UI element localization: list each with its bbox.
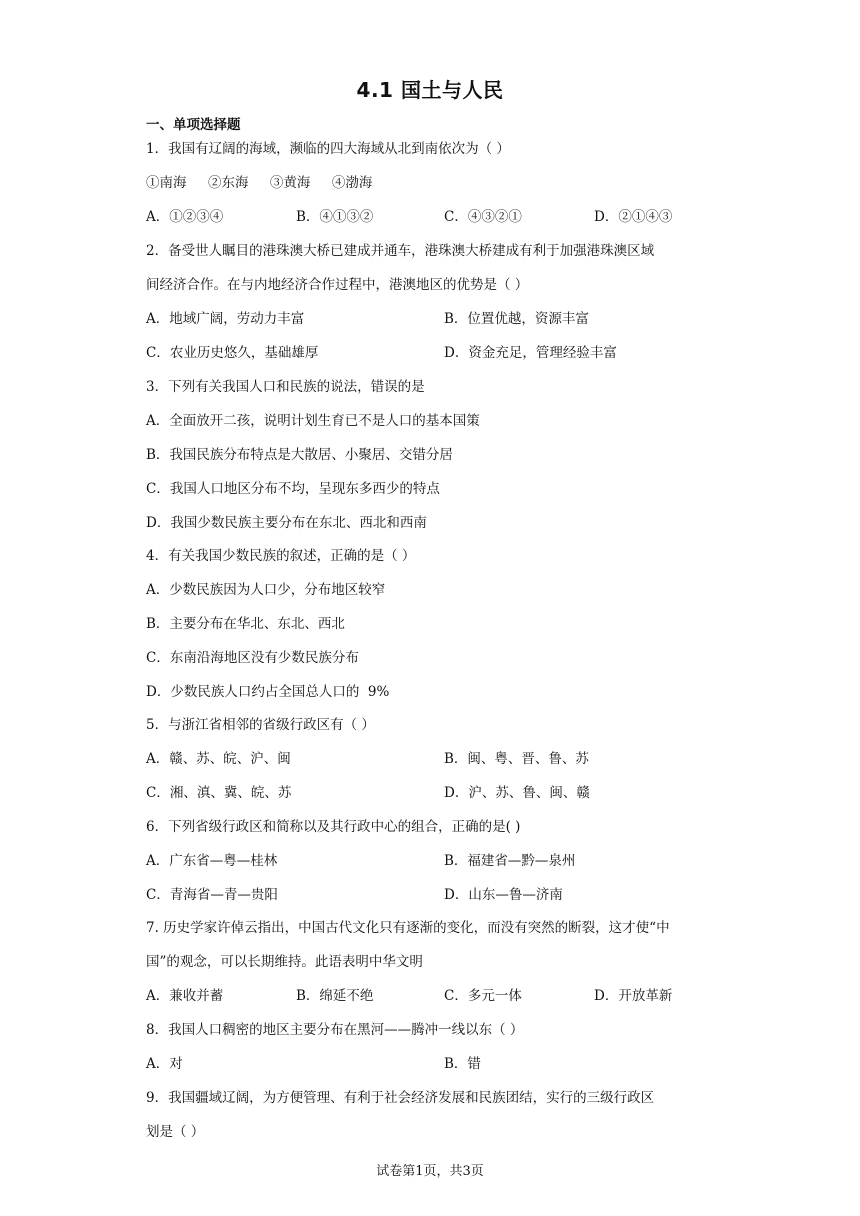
question-3-option-c[interactable]: C．我国人口地区分布不均，呈现东多西少的特点 <box>146 481 440 497</box>
question-7-option-b[interactable]: B．绵延不绝 <box>296 988 374 1004</box>
question-2-stem-line2: 间经济合作。在与内地经济合作过程中，港澳地区的优势是（ ） <box>146 277 529 293</box>
question-4-stem: 4．有关我国少数民族的叙述，正确的是（ ） <box>146 548 416 564</box>
question-3-option-a[interactable]: A．全面放开二孩，说明计划生育已不是人口的基本国策 <box>146 413 480 429</box>
question-4-option-d[interactable]: D．少数民族人口约占全国总人口的 9% <box>146 684 390 700</box>
question-5-option-b[interactable]: B．闽、粤、晋、鲁、苏 <box>444 751 589 767</box>
question-2-option-b[interactable]: B．位置优越，资源丰富 <box>444 311 589 327</box>
question-4-option-a[interactable]: A．少数民族因为人口少，分布地区较窄 <box>146 582 386 598</box>
question-5-option-c[interactable]: C．湘、滇、冀、皖、苏 <box>146 785 292 801</box>
question-6-option-a[interactable]: A．广东省—粤—桂林 <box>146 853 278 869</box>
question-6-option-d[interactable]: D．山东—鲁—济南 <box>444 887 563 903</box>
question-1-option-c[interactable]: C．④③②① <box>444 209 522 225</box>
question-6-option-b[interactable]: B．福建省—黔—泉州 <box>444 853 576 869</box>
section-heading: 一、单项选择题 <box>146 117 241 133</box>
question-3-option-b[interactable]: B．我国民族分布特点是大散居、小聚居、交错分居 <box>146 447 453 463</box>
question-2-option-c[interactable]: C．农业历史悠久，基础雄厚 <box>146 345 319 361</box>
question-5-option-d[interactable]: D．沪、苏、鲁、闽、赣 <box>444 785 590 801</box>
question-7-option-a[interactable]: A．兼收并蓄 <box>146 988 224 1004</box>
question-7-option-c[interactable]: C．多元一体 <box>444 988 522 1004</box>
question-5-stem: 5．与浙江省相邻的省级行政区有（ ） <box>146 717 375 733</box>
question-4-option-c[interactable]: C．东南沿海地区没有少数民族分布 <box>146 650 359 666</box>
question-1-option-d[interactable]: D．②①④③ <box>594 209 673 225</box>
question-2-option-d[interactable]: D．资金充足，管理经验丰富 <box>444 345 617 361</box>
question-7-option-d[interactable]: D．开放革新 <box>594 988 673 1004</box>
question-2-option-a[interactable]: A．地域广阔，劳动力丰富 <box>146 311 305 327</box>
question-1-option-b[interactable]: B．④①③② <box>296 209 374 225</box>
question-4-option-b[interactable]: B．主要分布在华北、东北、西北 <box>146 616 345 632</box>
question-1-option-a[interactable]: A．①②③④ <box>146 209 224 225</box>
question-6-stem: 6．下列省级行政区和简称以及其行政中心的组合，正确的是( ) <box>146 819 521 835</box>
question-3-stem: 3．下列有关我国人口和民族的说法，错误的是 <box>146 379 425 395</box>
question-2-stem-line1: 2．备受世人瞩目的港珠澳大桥已建成并通车，港珠澳大桥建成有利于加强港珠澳区域 <box>146 243 655 259</box>
question-7-stem-line1: 7. 历史学家许倬云指出，中国古代文化只有逐渐的变化，而没有突然的断裂，这才使“中 <box>146 920 670 936</box>
question-5-option-a[interactable]: A．赣、苏、皖、沪、闽 <box>146 751 291 767</box>
question-1-items: ①南海 ②东海 ③黄海 ④渤海 <box>146 175 373 191</box>
page-footer: 试卷第1页，共3页 <box>376 1164 484 1179</box>
question-9-stem-line1: 9．我国疆域辽阔，为方便管理、有利于社会经济发展和民族团结，实行的三级行政区 <box>146 1090 655 1106</box>
question-3-option-d[interactable]: D．我国少数民族主要分布在东北、西北和西南 <box>146 515 427 531</box>
page-title: 4.1 国土与人民 <box>356 78 504 102</box>
question-8-stem: 8．我国人口稠密的地区主要分布在黑河——腾冲一线以东（ ） <box>146 1022 524 1038</box>
question-9-stem-line2: 划是（ ） <box>146 1124 205 1140</box>
question-1-stem: 1．我国有辽阔的海域，濒临的四大海域从北到南依次为（ ） <box>146 141 510 157</box>
question-7-stem-line2: 国”的观念，可以长期维持。此语表明中华文明 <box>146 954 423 970</box>
question-8-option-b[interactable]: B．错 <box>444 1056 481 1072</box>
question-6-option-c[interactable]: C．青海省—青—贵阳 <box>146 887 278 903</box>
question-8-option-a[interactable]: A．对 <box>146 1056 183 1072</box>
